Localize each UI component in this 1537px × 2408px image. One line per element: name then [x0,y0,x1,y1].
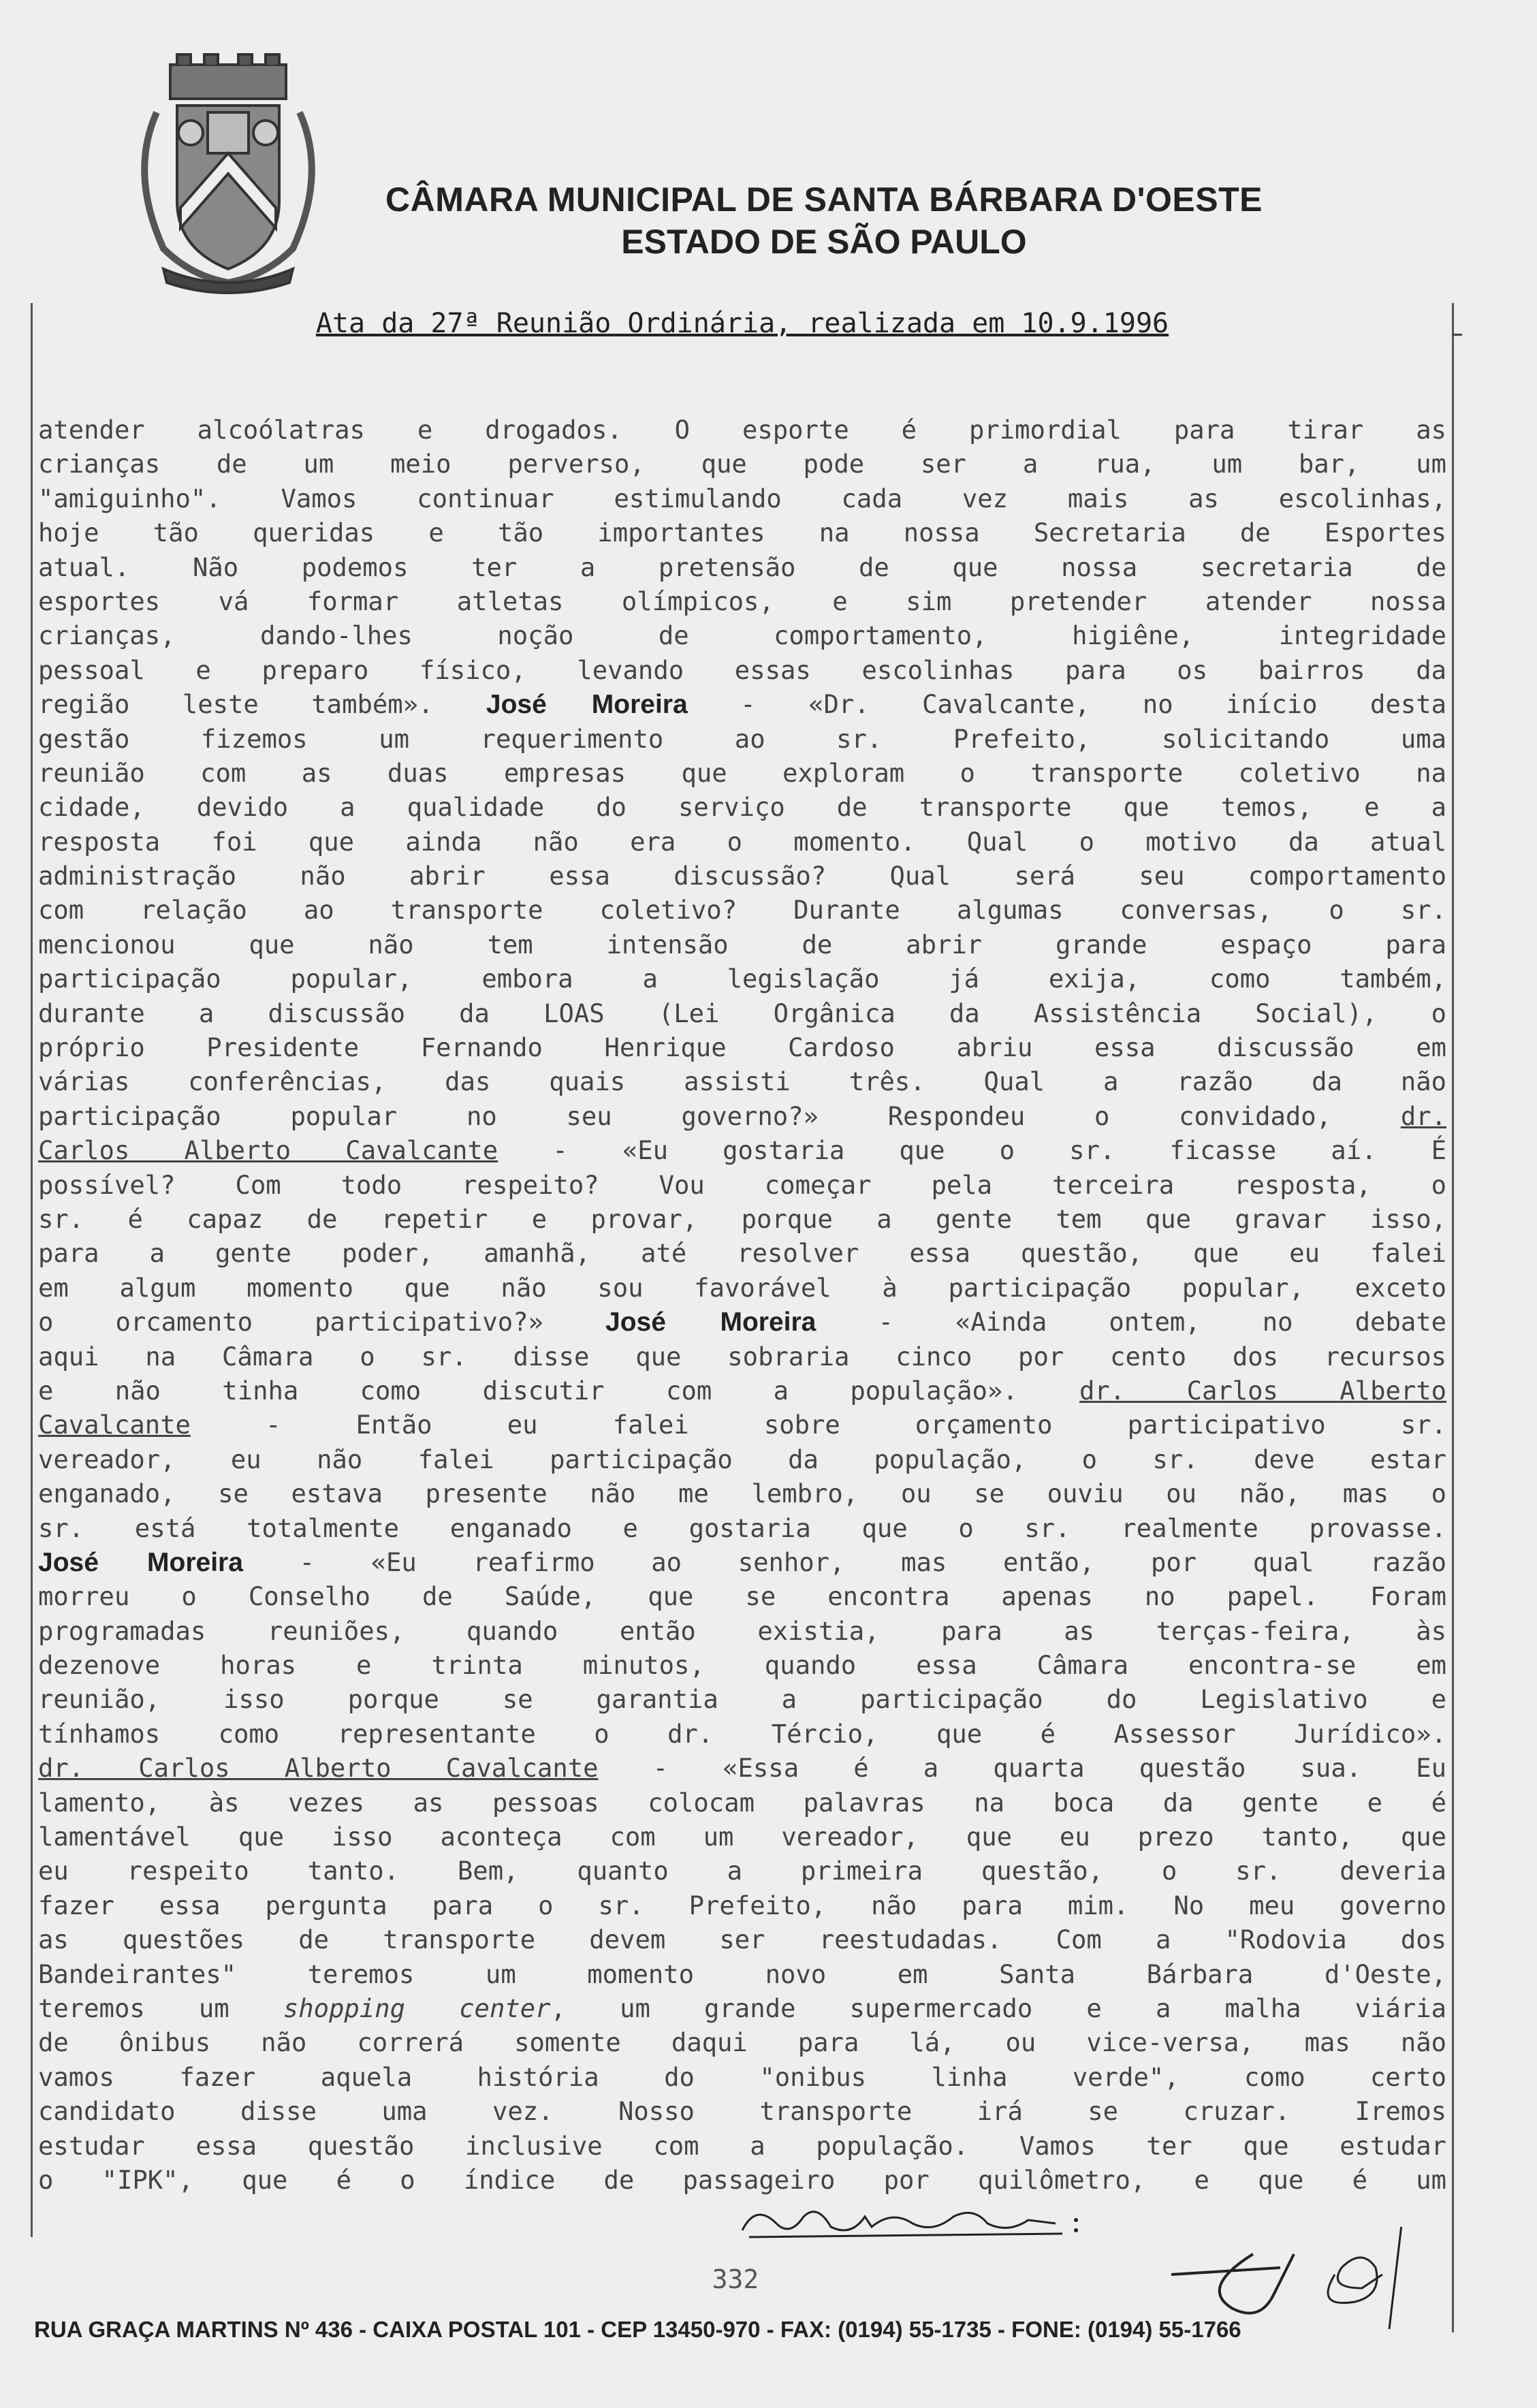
speaker-name-underlined: dr. Carlos Alberto [1079,1375,1446,1406]
signature-2 [1158,2227,1451,2329]
text-run: crianças de um meio perverso, que pode ser a rua, um bar, um [38,449,1446,479]
text-run: reunião, isso porque se garantia a participação do Legislativo e [38,1684,1446,1715]
italic-term: shopping center [283,1993,551,2023]
text-run: em algum momento que não sou favorável à participação popular, exceto [38,1272,1446,1303]
text-line [38,481,1446,516]
margin-tick [1453,334,1462,336]
text-line [38,2060,1446,2094]
text-line [38,996,1446,1030]
text-line [38,550,1446,584]
text-run: hoje tão queridas e tão importantes na nossa Secretaria de Esportes [38,518,1446,548]
text-run: dezenove horas e trinta minutos, quando essa Câmara encontra-se em [38,1650,1446,1681]
text-run: vereador, eu não falei participação da população, o sr. deve estar [38,1444,1446,1474]
text-line [38,1374,1446,1408]
text-line [38,516,1446,550]
text-line [38,1442,1446,1476]
text-run: participação popular, embora a legislação já exija, como também, [38,964,1446,994]
right-border-line [1452,303,1454,2332]
text-run: lamento, às vezes as pessoas colocam palavras na boca da gente e é [38,1787,1446,1818]
speaker-name: José Moreira [605,1308,817,1337]
text-line [38,1854,1446,1888]
text-line [38,1305,1446,1339]
text-line [38,1614,1446,1648]
text-line [38,1099,1446,1133]
text-line [38,722,1446,756]
text-run: - «Essa é a quarta questão sua. Eu [598,1753,1446,1784]
text-line [38,2163,1446,2197]
text-line [38,1648,1446,1682]
text-line [38,893,1446,927]
text-line [38,1476,1446,1510]
text-line [38,1133,1446,1167]
text-line [38,825,1446,859]
text-run: participação popular no seu governo?» Respondeu o convidado, [38,1100,1401,1131]
text-line [38,687,1446,721]
text-run: , um grande supermercado e a malha viária [550,1993,1446,2023]
text-run: vamos fazer aquela história do "onibus linha verde", como certo [38,2061,1446,2092]
page-number: 332 [712,2264,759,2294]
institution-state: ESTADO DE SÃO PAULO [621,223,1027,261]
text-run: - «Dr. Cavalcante, no início desta [687,689,1446,720]
text-run: o "IPK", que é o índice de passageiro por quilômetro, e que é um [38,2164,1446,2195]
text-line [38,1579,1446,1613]
left-border-line [31,303,33,2237]
text-run: - «Eu reafirmo ao senhor, mas então, por qual razão [242,1547,1446,1577]
text-line [38,1408,1446,1442]
text-run: programadas reuniões, quando então existia, para as terças-feira, às [38,1615,1446,1646]
speaker-name: José Moreira [486,690,688,720]
text-run: aqui na Câmara o sr. disse que sobraria cinco por cento dos recursos [38,1341,1446,1372]
text-run: gestão fizemos um requerimento ao sr. Prefeito, solicitando uma [38,723,1446,754]
text-line [38,1168,1446,1202]
text-line [38,790,1446,824]
text-line [38,413,1446,447]
text-line [38,618,1446,652]
text-line [38,1202,1446,1236]
text-run: várias conferências, das quais assisti três. Qual a razão da não [38,1066,1446,1097]
speaker-name-underlined: Carlos Alberto Cavalcante [38,1135,498,1166]
text-line [38,1991,1446,2025]
text-run: possível? Com todo respeito? Vou começar pela terceira resposta, o [38,1169,1446,1200]
text-run: pessoal e preparo físico, levando essas escolinhas para os bairros da [38,654,1446,685]
text-run: enganado, se estava presente não me lembro, ou se ouviu ou não, mas o [38,1478,1446,1509]
text-run: morreu o Conselho de Saúde, que se encontra apenas no papel. Foram [38,1581,1446,1612]
institution-name: CÂMARA MUNICIPAL DE SANTA BÁRBARA D'OESTE [385,180,1263,219]
text-run: crianças, dando-lhes noção de comportamento, higiêne, integridade [38,620,1446,651]
text-run: eu respeito tanto. Bem, quanto a primeira questão, o sr. deveria [38,1856,1446,1886]
text-run: fazer essa pergunta para o sr. Prefeito, não para mim. No meu governo [38,1890,1446,1920]
text-run: reunião com as duas empresas que exploram o transporte coletivo na [38,757,1446,788]
speaker-name-underlined: dr. [1400,1100,1446,1131]
text-line [38,1786,1446,1820]
text-line [38,1682,1446,1716]
minutes-title: Ata da 27ª Reunião Ordinária, realizada em 10.9.1996 [315,308,1169,339]
text-run: de ônibus não correrá somente daqui para lá, ou vice-versa, mas não [38,2027,1446,2058]
speaker-name-underlined: dr. Carlos Alberto Cavalcante [38,1753,599,1784]
speaker-name-underlined: Cavalcante [38,1410,191,1440]
municipal-coat-of-arms-icon [116,51,340,296]
text-line [38,1957,1446,1991]
text-line [38,1030,1446,1064]
text-run: atual. Não podemos ter a pretensão de que nossa secretaria de [38,552,1446,582]
text-line [38,1064,1446,1098]
text-run: e não tinha como discutir com a população». [38,1375,1080,1406]
text-run: tínhamos como representante o dr. Tércio, que é Assessor Jurídico». [38,1718,1446,1749]
text-run: mencionou que não tem intensão de abrir grande espaço para [38,929,1446,960]
text-run: durante a discussão da LOAS (Lei Orgânica da Assistência Social), o [38,998,1446,1028]
text-run: - Então eu falei sobre orçamento participativo sr. [190,1410,1446,1440]
text-run: lamentável que isso aconteça com um vereador, que eu prezo tanto, que [38,1822,1446,1852]
text-run: o orcamento participativo?» [38,1307,606,1337]
minutes-body [38,413,1446,2197]
text-run: próprio Presidente Fernando Henrique Cardoso abriu essa discussão em [38,1032,1446,1063]
text-line [38,962,1446,996]
text-line [38,1922,1446,1956]
text-line [38,2094,1446,2128]
text-line [38,1717,1446,1751]
text-line [38,653,1446,687]
text-line [38,1888,1446,1922]
text-line [38,756,1446,790]
text-run: resposta foi que ainda não era o momento. Qual o motivo da atual [38,826,1446,857]
text-run: administração não abrir essa discussão? Qual será seu comportamento [38,861,1446,891]
text-run: região leste também». [38,689,486,720]
text-run: - «Ainda ontem, no debate [816,1307,1446,1337]
text-run: as questões de transporte devem ser reestudadas. Com a "Rodovia dos [38,1924,1446,1955]
speaker-name: José Moreira [38,1547,243,1577]
text-run: Bandeirantes" teremos um momento novo em Santa Bárbara d'Oeste, [38,1959,1446,1989]
text-line [38,928,1446,962]
text-run: sr. está totalmente enganado e gostaria que o sr. realmente provasse. [38,1512,1446,1543]
text-line [38,584,1446,618]
text-run: cidade, devido a qualidade do serviço de transporte que temos, e a [38,792,1446,823]
text-line [38,859,1446,893]
text-run: estudar essa questão inclusive com a população. Vamos ter que estudar [38,2130,1446,2161]
text-line [38,1236,1446,1270]
text-line [38,2025,1446,2059]
text-run: esportes vá formar atletas olímpicos, e sim pretender atender nossa [38,586,1446,616]
text-run: teremos um [38,1993,283,2023]
text-run: para a gente poder, amanhã, até resolver essa questão, que eu falei [38,1238,1446,1269]
text-line [38,1751,1446,1785]
institution-header [381,178,1267,263]
text-line [38,1511,1446,1545]
address-footer: RUA GRAÇA MARTINS Nº 436 - CAIXA POSTAL 101 - CEP 13450-970 - FAX: (0194) 55-1735 - FONE: (0194) 55-1766 [34,2317,1241,2342]
text-run: atender alcoólatras e drogados. O esporte é primordial para tirar as [38,415,1446,445]
text-run: sr. é capaz de repetir e provar, porque a gente tem que gravar isso, [38,1203,1446,1234]
text-run: candidato disse uma vez. Nosso transporte irá se cruzar. Iremos [38,2096,1446,2127]
text-line [38,2129,1446,2163]
signature-1 [735,2196,1090,2251]
text-line [38,447,1446,481]
text-line [38,1271,1446,1305]
text-line [38,1545,1446,1579]
text-line [38,1820,1446,1854]
text-run: - «Eu gostaria que o sr. ficasse aí. É [498,1135,1446,1166]
text-run: "amiguinho". Vamos continuar estimulando cada vez mais as escolinhas, [38,483,1446,513]
text-run: com relação ao transporte coletivo? Durante algumas conversas, o sr. [38,895,1446,925]
text-line [38,1340,1446,1374]
